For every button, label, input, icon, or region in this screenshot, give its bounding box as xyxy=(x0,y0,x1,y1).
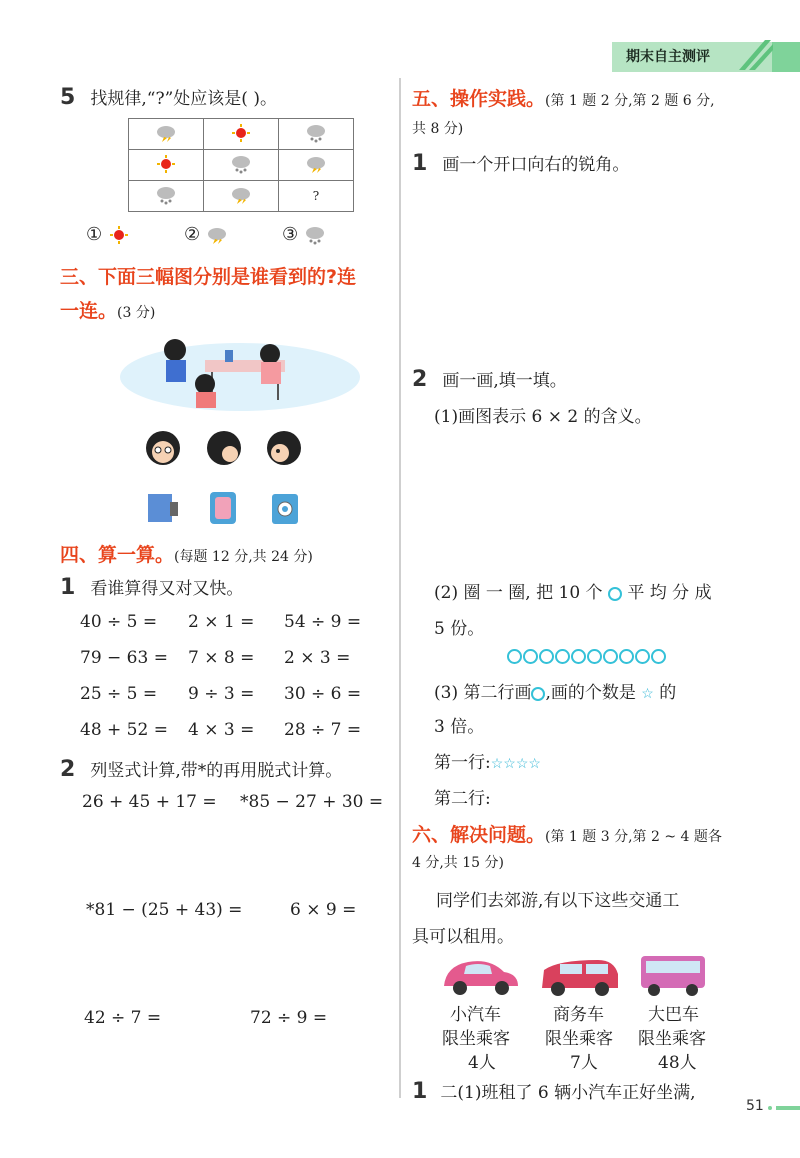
star-icon: ☆ xyxy=(641,686,654,702)
calc-40-div-5: 40 ÷ 5 = xyxy=(80,612,158,632)
header-stripes-icon xyxy=(735,36,775,72)
calc-4-mul-3: 4 × 3 = xyxy=(188,720,255,740)
drawing-area-6x2[interactable] xyxy=(412,432,762,562)
header-tag: 期末自主测评 xyxy=(612,42,772,72)
bus-icon xyxy=(638,952,708,998)
question-number: 5 xyxy=(60,85,76,110)
practice-2: 2 画一画,填一填。 xyxy=(412,367,567,392)
circle-icon xyxy=(608,587,622,601)
section-6-title: 六、解决问题。(第 1 题 3 分,第 2 ~ 4 题各 xyxy=(412,824,722,846)
vertical-calc-6: 72 ÷ 9 = xyxy=(250,1008,328,1028)
page-number: 51 xyxy=(746,1098,764,1114)
question-5 xyxy=(60,84,277,110)
problem-1: 1 二(1)班租了 6 辆小汽车正好坐满, xyxy=(412,1079,696,1104)
section-4-title: 四、算一算。(每题 12 分,共 24 分) xyxy=(60,544,313,566)
circle-icon xyxy=(651,649,666,664)
sun-icon xyxy=(204,119,279,150)
circle-icon xyxy=(523,649,538,664)
ten-circles[interactable] xyxy=(507,649,667,668)
van-name: 商务车 xyxy=(553,1005,604,1025)
circle-icon xyxy=(555,649,570,664)
vertical-calc-2: *85 − 27 + 30 = xyxy=(240,792,384,812)
bus-capacity-label: 限坐乘客 xyxy=(638,1029,706,1049)
circle-icon xyxy=(531,687,545,701)
snow-icon xyxy=(304,225,326,245)
stars-row: ☆☆☆☆ xyxy=(490,756,541,772)
section-5-title: 五、操作实践。(第 1 题 2 分,第 2 题 6 分, xyxy=(412,88,715,110)
calc-2-mul-3: 2 × 3 = xyxy=(284,648,351,668)
option-3[interactable]: ③ xyxy=(282,224,326,245)
circle-icon xyxy=(587,649,602,664)
storm-icon xyxy=(206,225,228,245)
snow-icon xyxy=(279,119,354,150)
children-table-illustration xyxy=(120,332,360,412)
bus-capacity: 48人 xyxy=(658,1053,697,1073)
unknown-cell: ? xyxy=(279,181,354,212)
van-capacity: 7人 xyxy=(570,1053,598,1073)
circle-icon xyxy=(507,649,522,664)
car-name: 小汽车 xyxy=(450,1005,501,1025)
calc-30-div-6: 30 ÷ 6 = xyxy=(284,684,362,704)
sub-question-3-cont: 3 倍。 xyxy=(434,717,485,737)
calc-54-div-9: 54 ÷ 9 = xyxy=(284,612,362,632)
car-capacity: 4人 xyxy=(468,1053,496,1073)
vertical-calc-1: 26 + 45 + 17 = xyxy=(82,792,217,812)
calc-48-add-52: 48 + 52 = xyxy=(80,720,168,740)
car-capacity-label: 限坐乘客 xyxy=(442,1029,510,1049)
vertical-calc-5: 42 ÷ 7 = xyxy=(84,1008,162,1028)
girl-back-head-icon xyxy=(204,428,244,468)
snow-icon xyxy=(204,150,279,181)
pencil-sharpener-back-icon xyxy=(206,490,242,526)
section-5-note-cont: 共 8 分) xyxy=(412,121,464,137)
option-1[interactable]: ① xyxy=(86,224,130,245)
column-divider xyxy=(399,78,401,1098)
sun-icon xyxy=(129,150,204,181)
calc-25-div-5: 25 ÷ 5 = xyxy=(80,684,158,704)
sub-question-2-cont: 5 份。 xyxy=(434,619,485,639)
car-icon xyxy=(438,956,522,998)
calc-79-sub-63: 79 − 63 = xyxy=(80,648,168,668)
circle-icon xyxy=(635,649,650,664)
sub-question-3: (3) 第二行画 ,画的个数是 ☆ 的 xyxy=(434,683,677,703)
pencil-sharpener-side-icon xyxy=(146,490,182,526)
weather-pattern-grid xyxy=(128,118,354,212)
sub-question-1: (1)画图表示 6 × 2 的含义。 xyxy=(434,407,652,427)
circle-icon xyxy=(539,649,554,664)
option-2[interactable]: ② xyxy=(184,224,228,245)
vertical-calc-3: *81 − (25 + 43) = xyxy=(86,900,243,920)
calc-9-div-3: 9 ÷ 3 = xyxy=(188,684,255,704)
practice-1: 1 画一个开口向右的锐角。 xyxy=(412,151,630,176)
section-3-title-cont: 一连。(3 分) xyxy=(60,300,156,322)
circle-icon xyxy=(619,649,634,664)
storm-icon xyxy=(129,119,204,150)
storm-icon xyxy=(279,150,354,181)
snow-icon xyxy=(129,181,204,212)
storm-icon xyxy=(204,181,279,212)
intro-line-1: 同学们去郊游,有以下这些交通工 xyxy=(436,891,680,911)
row-2: 第二行: xyxy=(434,789,491,809)
page-dot xyxy=(768,1106,772,1110)
section-6-note-cont: 4 分,共 15 分) xyxy=(412,855,504,871)
vertical-calc-4: 6 × 9 = xyxy=(290,900,357,920)
row-1: 第一行:☆☆☆☆ xyxy=(434,753,541,773)
q1-header: 1 看谁算得又对又快。 xyxy=(60,575,244,600)
boy-face-icon xyxy=(143,428,183,468)
question-text: 找规律,“?”处应该是( )。 xyxy=(90,89,277,109)
circle-icon xyxy=(603,649,618,664)
drawing-area-angle[interactable] xyxy=(412,182,762,352)
page-number-bar xyxy=(776,1106,800,1110)
calc-2-mul-1: 2 × 1 = xyxy=(188,612,255,632)
bus-name: 大巴车 xyxy=(648,1005,699,1025)
calc-28-div-7: 28 ÷ 7 = xyxy=(284,720,362,740)
calc-7-mul-8: 7 × 8 = xyxy=(188,648,255,668)
intro-line-2: 具可以租用。 xyxy=(412,927,514,947)
section-3-title: 三、下面三幅图分别是谁看到的?连 xyxy=(60,266,357,288)
sun-icon xyxy=(108,225,130,245)
pencil-sharpener-front-icon xyxy=(268,490,304,526)
header-accent xyxy=(772,42,800,72)
girl-side-head-icon xyxy=(264,428,304,468)
van-capacity-label: 限坐乘客 xyxy=(545,1029,613,1049)
q2-header: 2 列竖式计算,带*的再用脱式计算。 xyxy=(60,757,343,782)
sub-question-2: (2) 圈 一 圈, 把 10 个 平 均 分 成 xyxy=(434,583,712,603)
van-icon xyxy=(538,956,622,998)
circle-icon xyxy=(571,649,586,664)
